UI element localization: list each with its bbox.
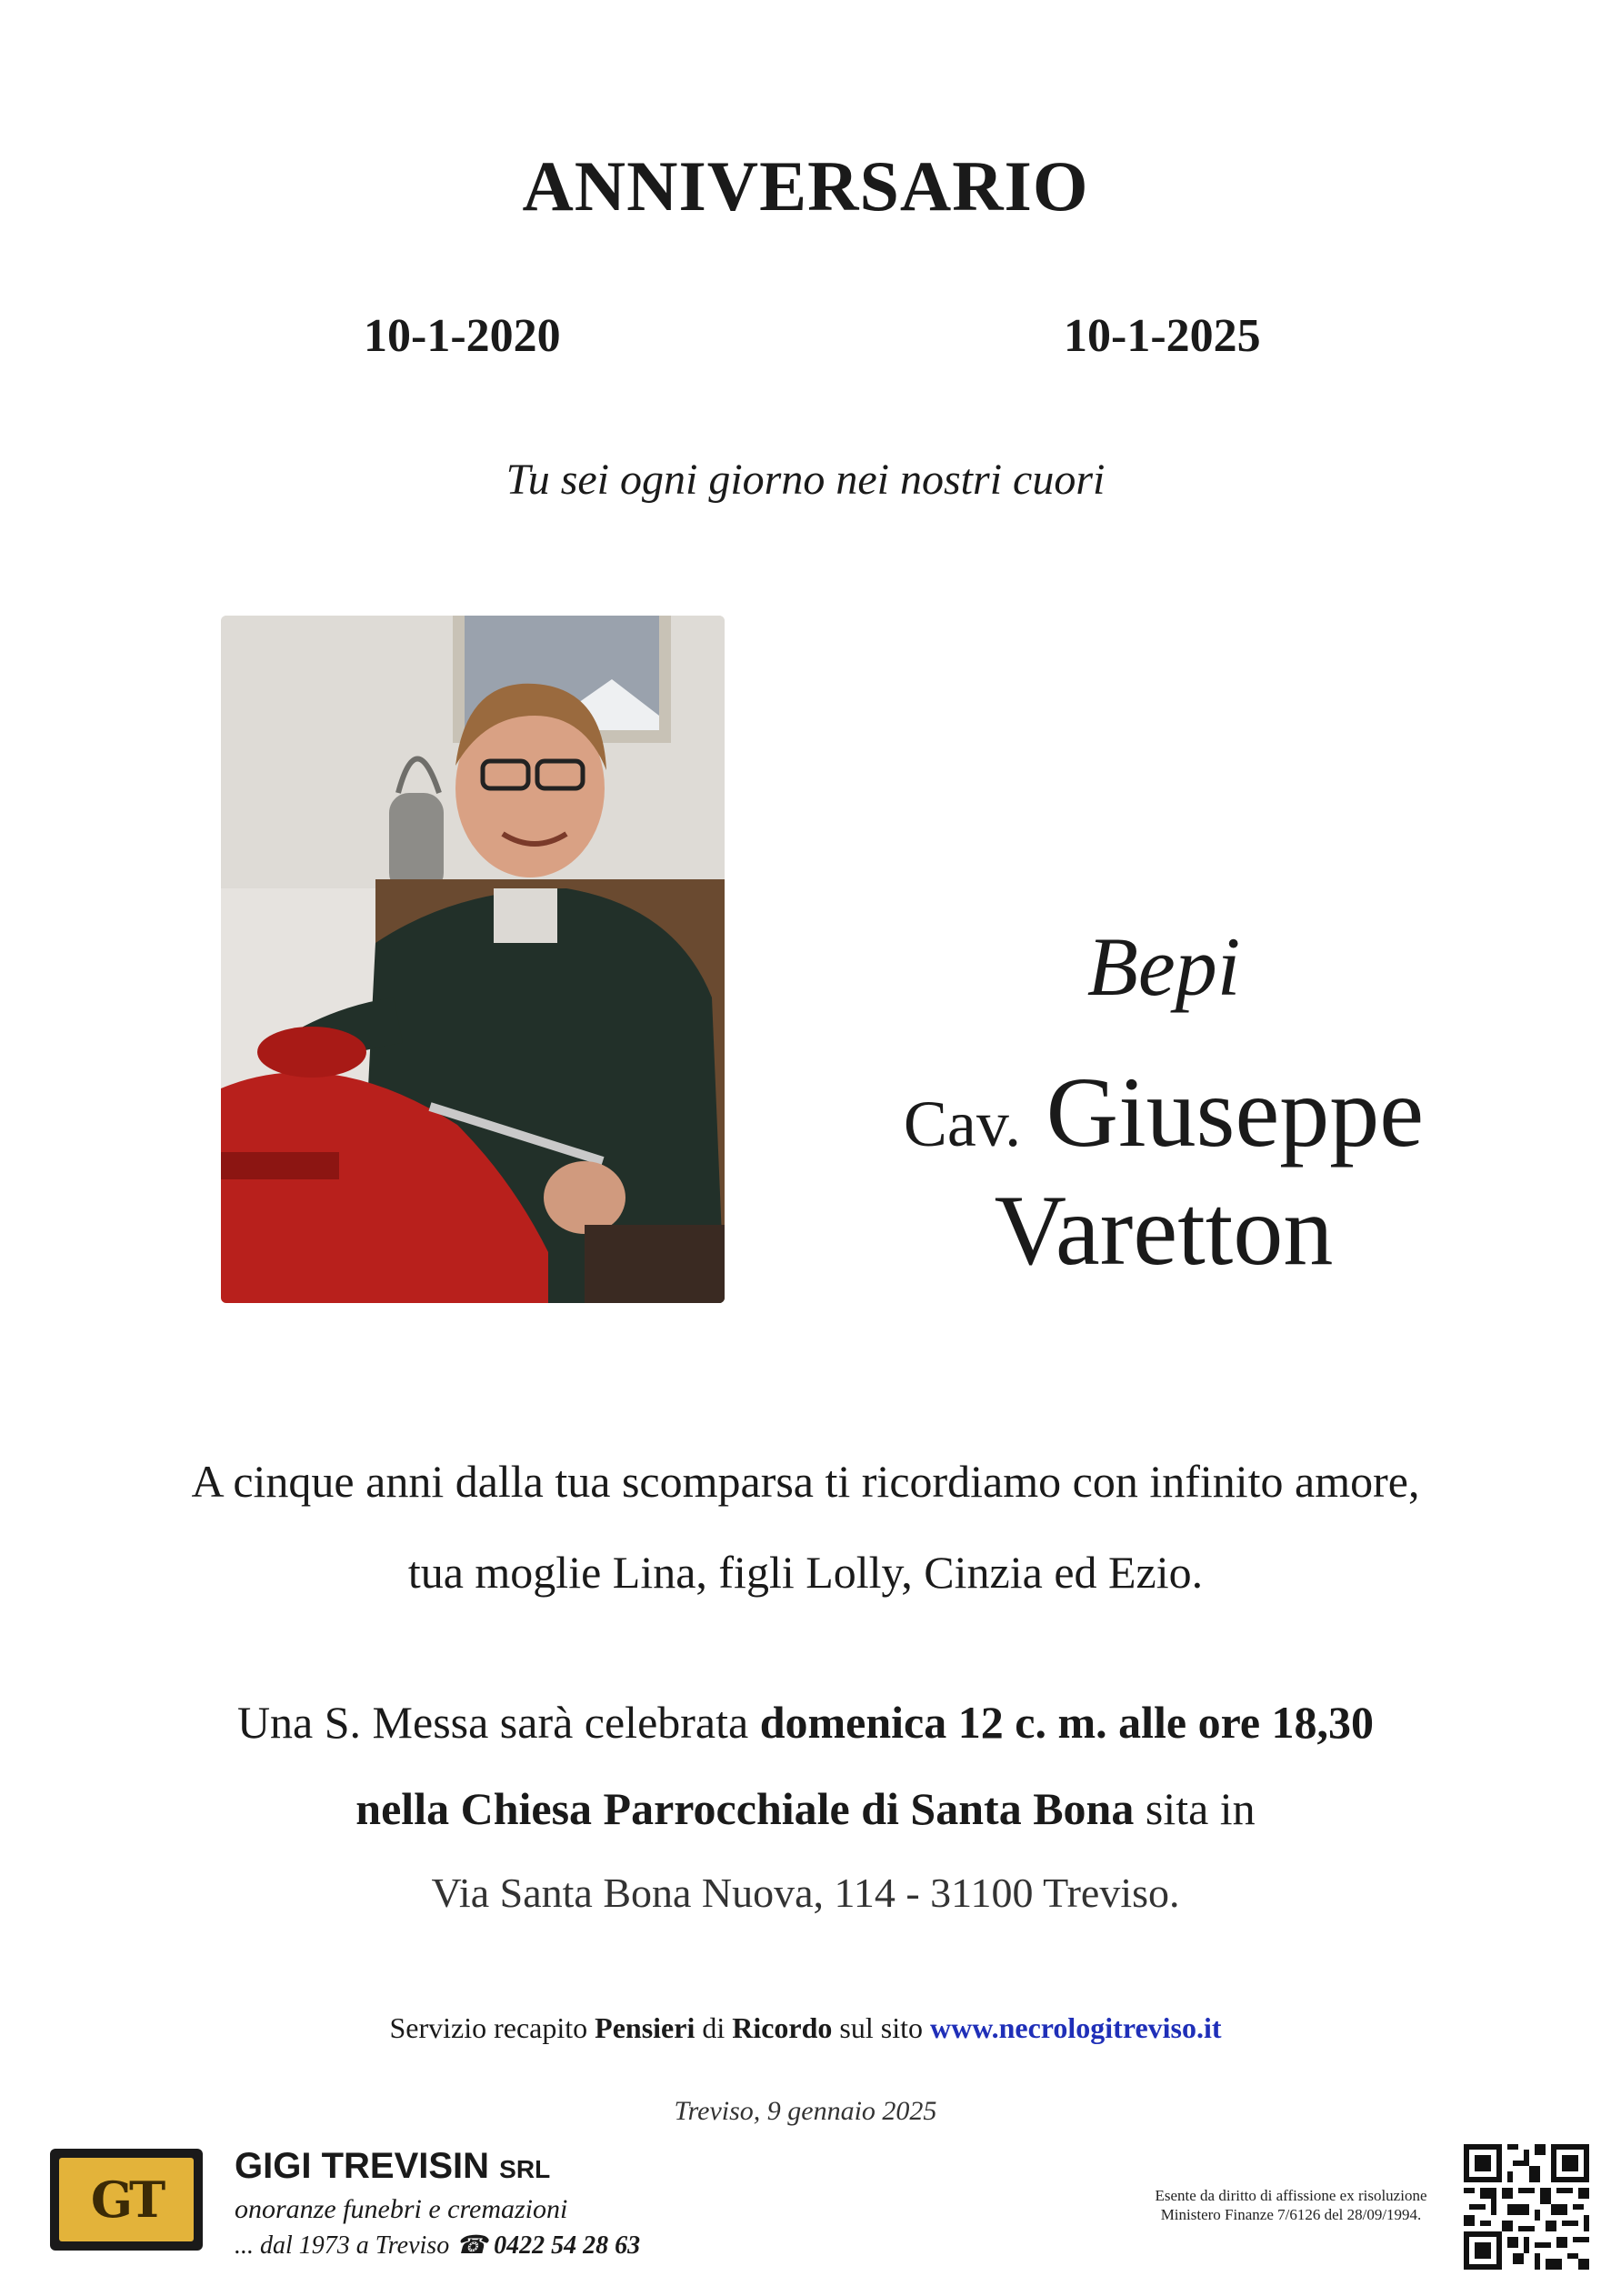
company-suffix: SRL (499, 2155, 551, 2183)
dateline: Treviso, 9 gennaio 2025 (674, 2096, 937, 2126)
message-line-1: A cinque anni dalla tua scomparsa ti ricordiamo con infinito amore, (191, 1456, 1420, 1507)
page-title: ANNIVERSARIO (522, 146, 1089, 226)
service-suffix: sul sito (839, 2011, 923, 2044)
phone-number: 0422 54 28 63 (494, 2231, 641, 2260)
service-notice (0, 2011, 1611, 2045)
qr-code-icon (1464, 2144, 1589, 2270)
date-end: 10-1-2025 (1064, 310, 1261, 362)
mass-line-1 (0, 1696, 1611, 1749)
honorific-title: Cav. (903, 1088, 1022, 1160)
mass-intro: Una S. Messa sarà celebrata (236, 1697, 749, 1748)
company-contact (235, 2230, 640, 2261)
first-name: Giuseppe (1046, 1057, 1425, 1168)
date-start: 10-1-2020 (364, 310, 561, 362)
service-word-pensieri: Pensieri (595, 2011, 695, 2044)
company-name-text: GIGI TREVISIN (235, 2146, 490, 2186)
name-line-1 (800, 1055, 1527, 1170)
mass-when: domenica 12 c. m. alle ore 18,30 (759, 1697, 1375, 1748)
exemption-note (1114, 2186, 1468, 2224)
mass-where: nella Chiesa Parrocchiale di Santa Bona (355, 1783, 1135, 1834)
service-word-ricordo: Ricordo (732, 2011, 833, 2044)
mass-where-suffix: sita in (1145, 1783, 1256, 1834)
website-link[interactable]: www.necrologitreviso.it (930, 2011, 1222, 2044)
motto: Tu sei ogni giorno nei nostri cuori (505, 456, 1106, 504)
service-prefix: Servizio recapito (389, 2011, 588, 2044)
last-name: Varetton (994, 1175, 1334, 1286)
mass-address: Via Santa Bona Nuova, 114 - 31100 Treviso. (431, 1870, 1180, 1916)
exemption-line-1: Esente da diritto di affissione ex risoluzione (1155, 2187, 1427, 2204)
company-tagline: onoranze funebri e cremazioni (235, 2194, 568, 2224)
portrait-photo (221, 616, 725, 1303)
phone-icon: ☎ (455, 2231, 488, 2260)
message-line-2: tua moglie Lina, figli Lolly, Cinzia ed Ezio. (407, 1547, 1204, 1598)
nickname: Bepi (1086, 920, 1241, 1013)
company-logo (50, 2149, 203, 2251)
company-name (235, 2146, 550, 2187)
mass-line-2 (0, 1782, 1611, 1835)
company-since: ... dal 1973 a Treviso (235, 2231, 450, 2260)
exemption-line-2: Ministero Finanze 7/6126 del 28/09/1994. (1160, 2206, 1422, 2223)
logo-monogram: GT (59, 2158, 194, 2241)
service-word-di: di (702, 2011, 725, 2044)
